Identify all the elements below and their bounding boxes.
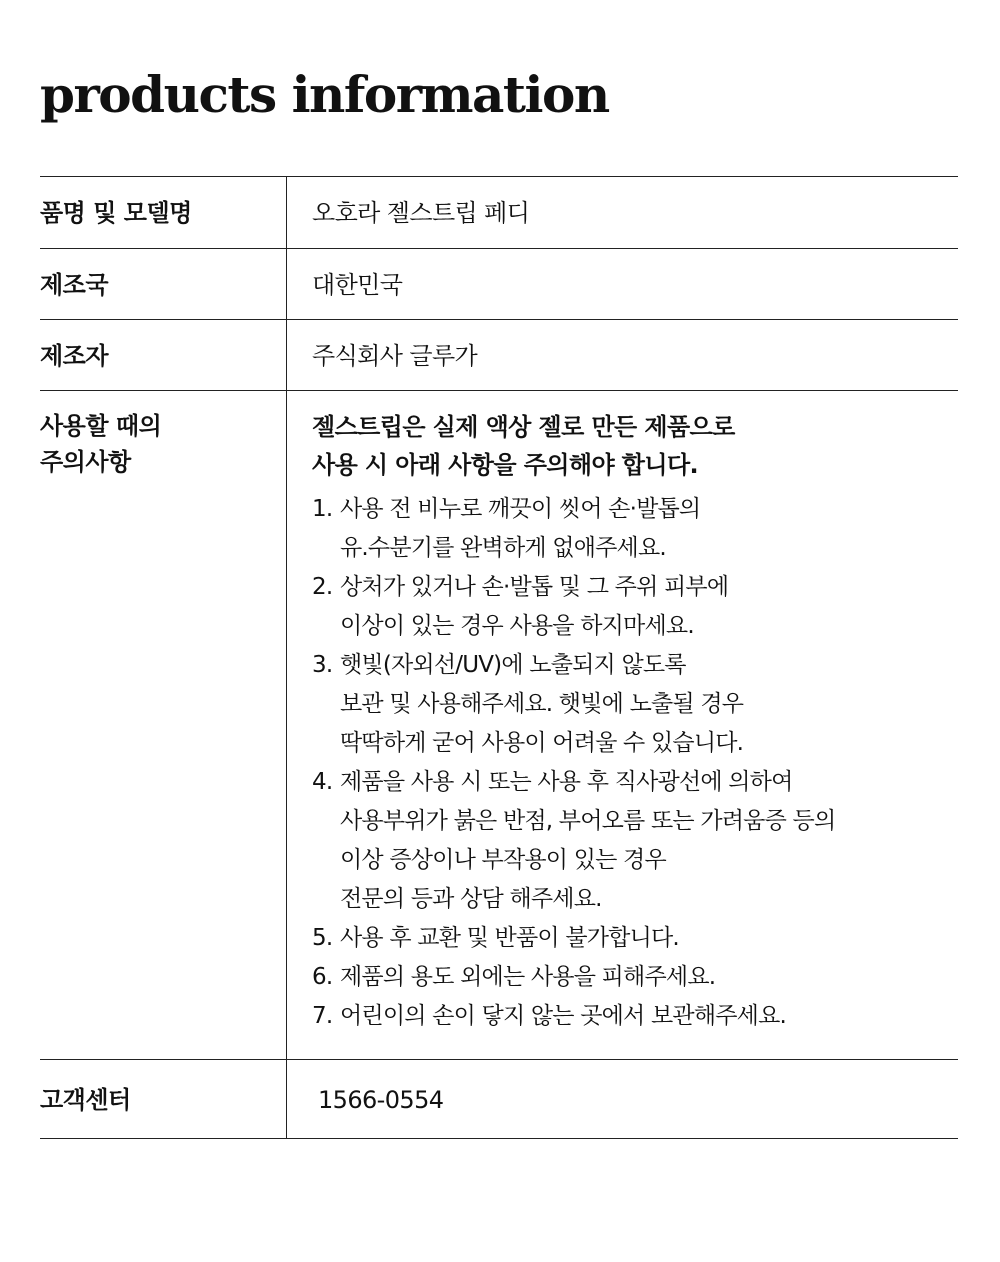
- caution-item-line: 유.수분기를 완벽하게 없애주세요.: [340, 535, 666, 561]
- product-name-value: 오호라 젤스트립 페디: [312, 199, 530, 227]
- caution-item-number: 1.: [312, 496, 333, 522]
- table-row-product-name: [40, 177, 958, 249]
- caution-item-number: 6.: [312, 964, 333, 990]
- caution-intro-line: 젤스트립은 실제 액상 젤로 만든 제품으로: [312, 413, 735, 441]
- manufacturer-label: 제조자: [40, 320, 287, 390]
- caution-item-line: 제품의 용도 외에는 사용을 피해주세요.: [340, 964, 716, 990]
- caution-item-text: [340, 763, 835, 919]
- caution-item-line: 사용 후 교환 및 반품이 불가합니다.: [340, 925, 679, 951]
- caution-item-number: 4.: [312, 769, 333, 795]
- caution-item-line: 보관 및 사용해주세요. 햇빛에 노출될 경우: [340, 691, 744, 717]
- caution-item-text: [340, 490, 700, 568]
- caution-item-line: 햇빛(자외선/UV)에 노출되지 않도록: [340, 652, 686, 678]
- caution-item-line: 사용 전 비누로 깨끗이 씻어 손·발톱의: [340, 496, 701, 522]
- caution-item-line: 상처가 있거나 손·발톱 및 그 주위 피부에: [340, 574, 729, 600]
- customer-service-label: 고객센터: [40, 1060, 287, 1138]
- caution-label-line: 주의사항: [40, 448, 131, 476]
- table-row-manufacturer: [40, 320, 958, 391]
- caution-intro-line: 사용 시 아래 사항을 주의해야 합니다.: [312, 451, 699, 479]
- caution-label: [40, 391, 287, 1059]
- caution-item-number: 2.: [312, 574, 333, 600]
- caution-item-line: 어린이의 손이 닿지 않는 곳에서 보관해주세요.: [340, 1003, 787, 1029]
- caution-item-number: 3.: [312, 652, 333, 678]
- manufacturer-value: 주식회사 글루가: [312, 342, 478, 370]
- caution-item-line: 사용부위가 붉은 반점, 부어오름 또는 가려움증 등의: [340, 808, 836, 834]
- caution-item-text: [340, 646, 743, 763]
- caution-list-item: [312, 646, 958, 763]
- caution-list-item: [312, 958, 958, 997]
- caution-list-item: [312, 919, 958, 958]
- caution-list-item: [312, 763, 958, 919]
- caution-list-item: [312, 997, 958, 1036]
- caution-item-text: [340, 958, 715, 997]
- product-info-table: [40, 176, 958, 1139]
- caution-item-number: 7.: [312, 1003, 333, 1029]
- caution-item-line: 이상 증상이나 부작용이 있는 경우: [340, 847, 666, 873]
- caution-item-number: 5.: [312, 925, 333, 951]
- caution-label-line: 사용할 때의: [40, 412, 162, 440]
- caution-item-text: [340, 997, 786, 1036]
- country-label: 제조국: [40, 249, 287, 319]
- table-row-country: [40, 249, 958, 320]
- caution-item-line: 전문의 등과 상담 해주세요.: [340, 886, 602, 912]
- table-row-customer-service: [40, 1060, 958, 1139]
- table-row-caution: [40, 391, 958, 1060]
- caution-item-line: 이상이 있는 경우 사용을 하지마세요.: [340, 613, 694, 639]
- product-name-label: 품명 및 모델명: [40, 177, 287, 248]
- country-value: 대한민국: [312, 271, 403, 299]
- customer-service-phone: 1566-0554: [318, 1086, 444, 1114]
- caution-item-line: 제품을 사용 시 또는 사용 후 직사광선에 의하여: [340, 769, 793, 795]
- caution-list-item: [312, 568, 958, 646]
- caution-list: [312, 490, 958, 1036]
- page-title: products information: [40, 65, 609, 124]
- caution-item-text: [340, 919, 679, 958]
- caution-item-line: 딱딱하게 굳어 사용이 어려울 수 있습니다.: [340, 730, 744, 756]
- caution-list-item: [312, 490, 958, 568]
- caution-intro: [312, 408, 958, 484]
- caution-item-text: [340, 568, 728, 646]
- caution-value: [287, 391, 958, 1059]
